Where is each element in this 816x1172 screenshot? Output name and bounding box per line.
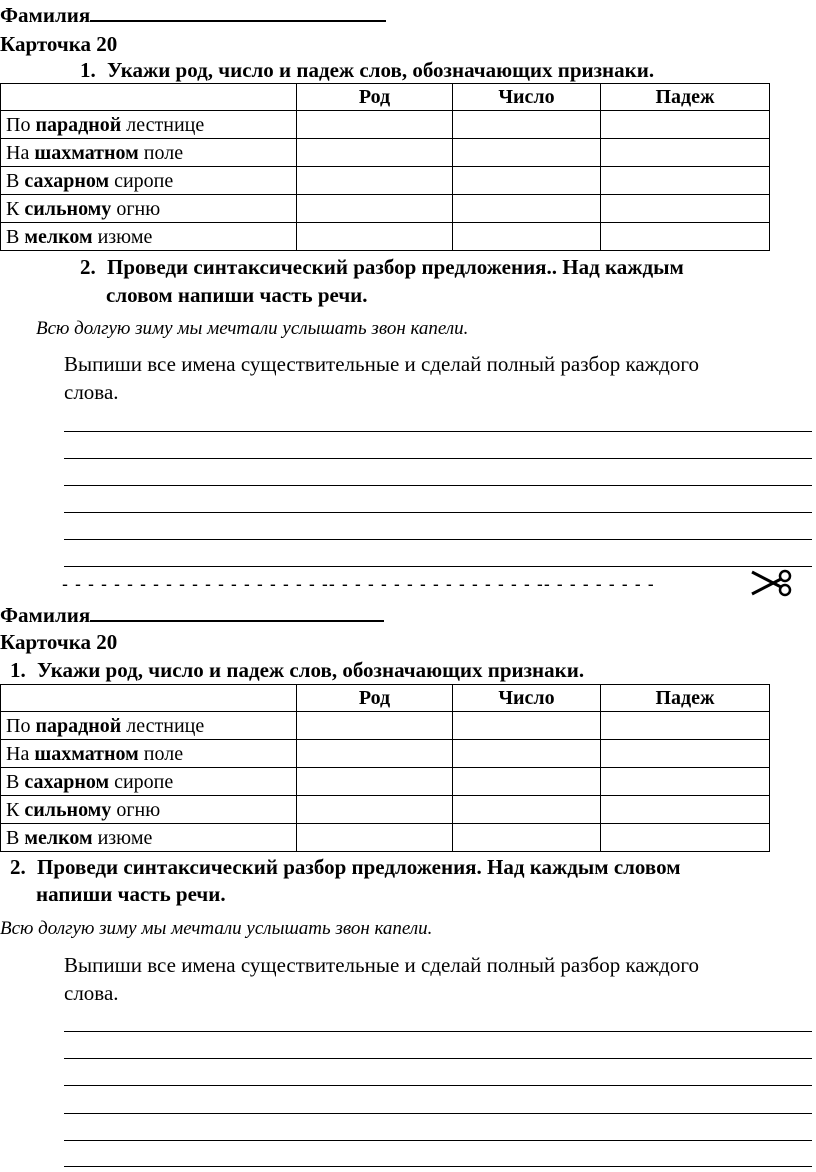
- task-2-number: 2.: [80, 255, 96, 279]
- answer-cell[interactable]: [297, 195, 453, 223]
- task-1: [10, 658, 584, 683]
- answer-cell[interactable]: [297, 111, 453, 139]
- card-title: Карточка 20: [0, 32, 118, 56]
- table-row: [1, 824, 770, 852]
- header-number: Число: [453, 685, 601, 712]
- answer-table: [0, 684, 770, 852]
- table-row: [1, 796, 770, 824]
- task-1-text: Укажи род, число и падеж слов, обозначающих признаки.: [107, 58, 655, 82]
- sentence: Всю долгую зиму мы мечтали услышать звон капели.: [36, 318, 469, 339]
- answer-line[interactable]: [64, 1031, 812, 1032]
- answer-cell[interactable]: [453, 712, 601, 740]
- table-row: [1, 139, 770, 167]
- answer-cell[interactable]: [453, 740, 601, 768]
- phrase-cell: В сахарном сиропе: [1, 167, 297, 195]
- answer-line[interactable]: [64, 1085, 812, 1086]
- task-2: [80, 255, 684, 280]
- answer-cell[interactable]: [297, 223, 453, 251]
- answer-cell[interactable]: [601, 167, 770, 195]
- task-1: [80, 58, 654, 83]
- task-2-line2: словом напиши часть речи.: [106, 283, 368, 307]
- cut-line: - - - - - - - - - - - - - - - - - - - - -- - - - - - - - - - - - - - - - -- - - - - - - - -: [62, 574, 655, 594]
- instruction-line2: слова.: [64, 981, 119, 1005]
- answer-cell[interactable]: [601, 740, 770, 768]
- answer-line[interactable]: [64, 431, 812, 432]
- answer-cell[interactable]: [297, 768, 453, 796]
- answer-cell[interactable]: [601, 824, 770, 852]
- task-2-line1: Проведи синтаксический разбор предложения.. Над каждым: [107, 255, 684, 279]
- answer-cell[interactable]: [601, 712, 770, 740]
- card-title: Карточка 20: [0, 630, 118, 654]
- answer-line[interactable]: [64, 485, 812, 486]
- answer-cell[interactable]: [453, 139, 601, 167]
- answer-line[interactable]: [64, 566, 812, 567]
- instruction-line2: слова.: [64, 380, 119, 404]
- table-row: [1, 740, 770, 768]
- table-row: [1, 111, 770, 139]
- table-row: [1, 223, 770, 251]
- answer-line[interactable]: [64, 1058, 812, 1059]
- answer-line[interactable]: [64, 512, 812, 513]
- task-2-number: 2.: [10, 855, 26, 879]
- surname-label: Фамилия: [0, 2, 386, 28]
- phrase-cell: К сильному огню: [1, 195, 297, 223]
- answer-cell[interactable]: [297, 824, 453, 852]
- answer-line[interactable]: [64, 1113, 812, 1114]
- answer-table: [0, 83, 770, 251]
- surname-blank[interactable]: [90, 2, 386, 22]
- answer-cell[interactable]: [453, 223, 601, 251]
- answer-cell[interactable]: [601, 223, 770, 251]
- task-1-number: 1.: [80, 58, 96, 82]
- phrase-cell: На шахматном поле: [1, 139, 297, 167]
- scissors-icon: [748, 568, 796, 603]
- header-gender: Род: [297, 685, 453, 712]
- phrase-cell: На шахматном поле: [1, 740, 297, 768]
- table-corner: [1, 84, 297, 111]
- answer-cell[interactable]: [297, 796, 453, 824]
- table-row: [1, 195, 770, 223]
- phrase-cell: В мелком изюме: [1, 223, 297, 251]
- answer-cell[interactable]: [297, 139, 453, 167]
- table-row: [1, 768, 770, 796]
- header-case: Падеж: [601, 84, 770, 111]
- table-row: [1, 167, 770, 195]
- answer-cell[interactable]: [601, 111, 770, 139]
- answer-cell[interactable]: [453, 768, 601, 796]
- answer-cell[interactable]: [453, 167, 601, 195]
- answer-cell[interactable]: [601, 139, 770, 167]
- answer-cell[interactable]: [297, 167, 453, 195]
- answer-line[interactable]: [64, 458, 812, 459]
- answer-cell[interactable]: [297, 712, 453, 740]
- surname-blank[interactable]: [90, 602, 384, 622]
- phrase-cell: По парадной лестнице: [1, 111, 297, 139]
- phrase-cell: К сильному огню: [1, 796, 297, 824]
- task-1-number: 1.: [10, 658, 26, 682]
- task-1-text: Укажи род, число и падеж слов, обозначающих признаки.: [37, 658, 585, 682]
- phrase-cell: По парадной лестнице: [1, 712, 297, 740]
- answer-cell[interactable]: [453, 796, 601, 824]
- sentence: Всю долгую зиму мы мечтали услышать звон капели.: [0, 918, 433, 939]
- answer-cell[interactable]: [601, 796, 770, 824]
- header-case: Падеж: [601, 685, 770, 712]
- answer-line[interactable]: [64, 539, 812, 540]
- surname-label: Фамилия: [0, 602, 384, 628]
- task-2: [10, 855, 681, 880]
- header-number: Число: [453, 84, 601, 111]
- answer-cell[interactable]: [601, 195, 770, 223]
- table-corner: [1, 685, 297, 712]
- answer-cell[interactable]: [453, 111, 601, 139]
- answer-line[interactable]: [64, 1166, 812, 1167]
- answer-cell[interactable]: [297, 740, 453, 768]
- answer-cell[interactable]: [453, 824, 601, 852]
- answer-line[interactable]: [64, 1140, 812, 1141]
- instruction-line1: Выпиши все имена существительные и сделай полный разбор каждого: [64, 352, 699, 376]
- header-gender: Род: [297, 84, 453, 111]
- instruction-line1: Выпиши все имена существительные и сделай полный разбор каждого: [64, 953, 699, 977]
- task-2-line2: напиши часть речи.: [36, 882, 226, 906]
- phrase-cell: В сахарном сиропе: [1, 768, 297, 796]
- phrase-cell: В мелком изюме: [1, 824, 297, 852]
- table-row: [1, 712, 770, 740]
- answer-cell[interactable]: [601, 768, 770, 796]
- task-2-line1: Проведи синтаксический разбор предложения. Над каждым словом: [37, 855, 681, 879]
- answer-cell[interactable]: [453, 195, 601, 223]
